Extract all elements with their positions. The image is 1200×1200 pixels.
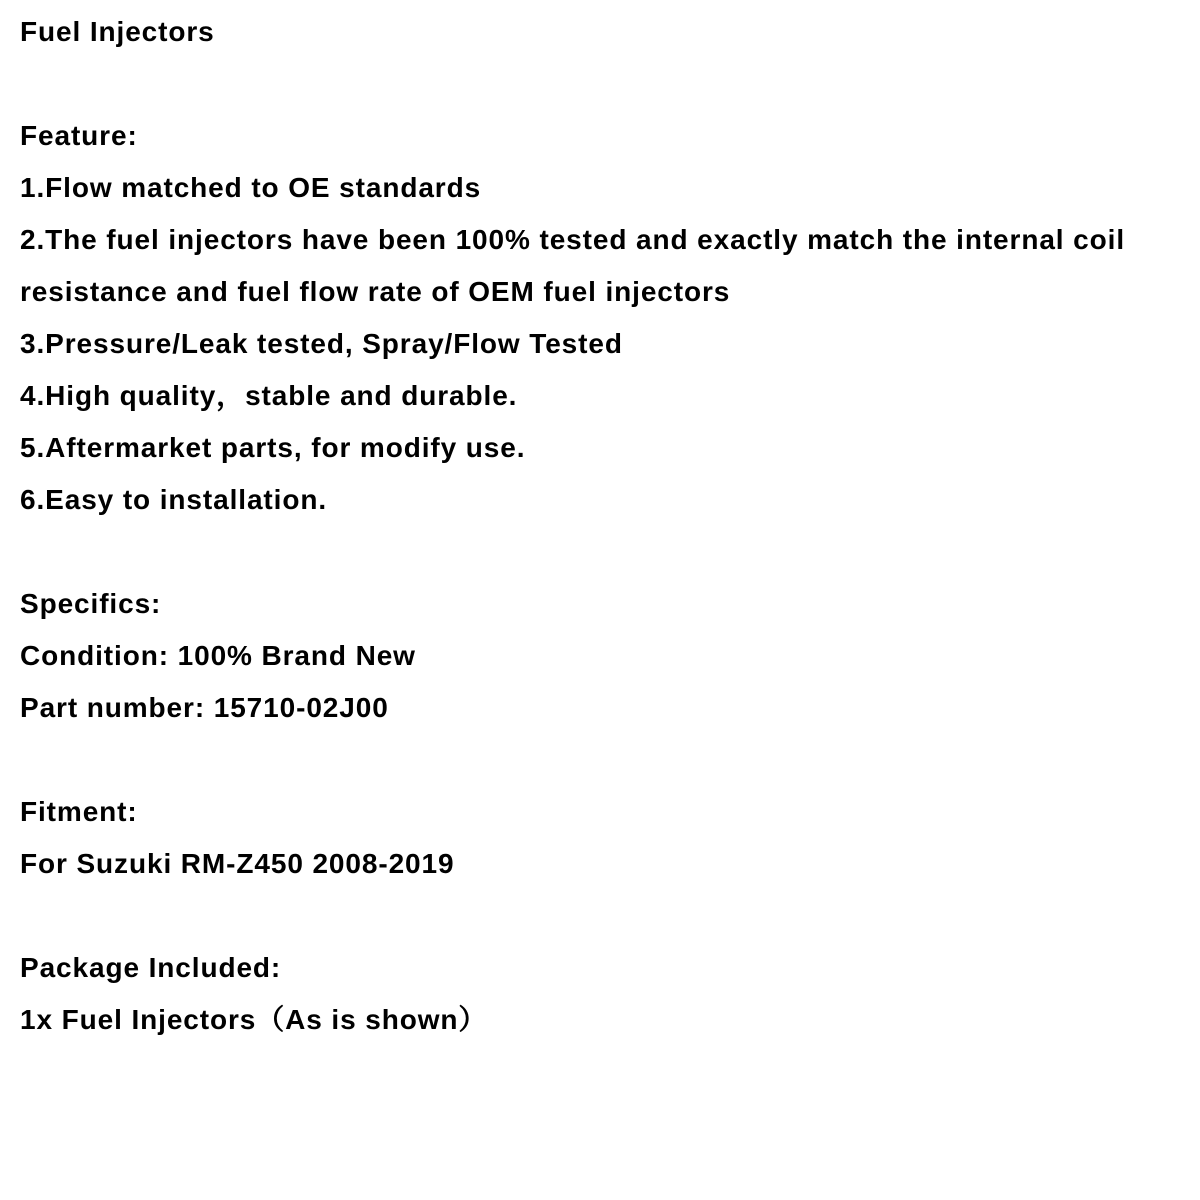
feature-item: 3.Pressure/Leak tested, Spray/Flow Tested — [20, 328, 623, 359]
feature-item: 1.Flow matched to OE standards — [20, 172, 482, 203]
page-title: Fuel Injectors — [20, 16, 215, 47]
spacer — [20, 734, 1192, 786]
product-description — [20, 6, 1192, 1046]
feature-item: 5.Aftermarket parts, for modify use. — [20, 432, 526, 463]
spacer — [20, 526, 1192, 578]
spacer — [20, 58, 1192, 110]
fitment-vehicle: For Suzuki RM-Z450 2008-2019 — [20, 848, 455, 879]
spacer — [20, 890, 1192, 942]
feature-heading: Feature: — [20, 120, 138, 151]
feature-item: 2.The fuel injectors have been 100% tested and exactly match the internal coil — [20, 224, 1125, 255]
fitment-heading: Fitment: — [20, 796, 138, 827]
package-contents: 1x Fuel Injectors（As is shown） — [20, 1004, 488, 1035]
specifics-heading: Specifics: — [20, 588, 162, 619]
feature-item: 6.Easy to installation. — [20, 484, 328, 515]
feature-item: resistance and fuel flow rate of OEM fuel injectors — [20, 276, 731, 307]
package-heading: Package Included: — [20, 952, 282, 983]
part-number-text: Part number: 15710-02J00 — [20, 692, 389, 723]
condition-text: Condition: 100% Brand New — [20, 640, 416, 671]
feature-item: 4.High quality，stable and durable. — [20, 380, 518, 411]
